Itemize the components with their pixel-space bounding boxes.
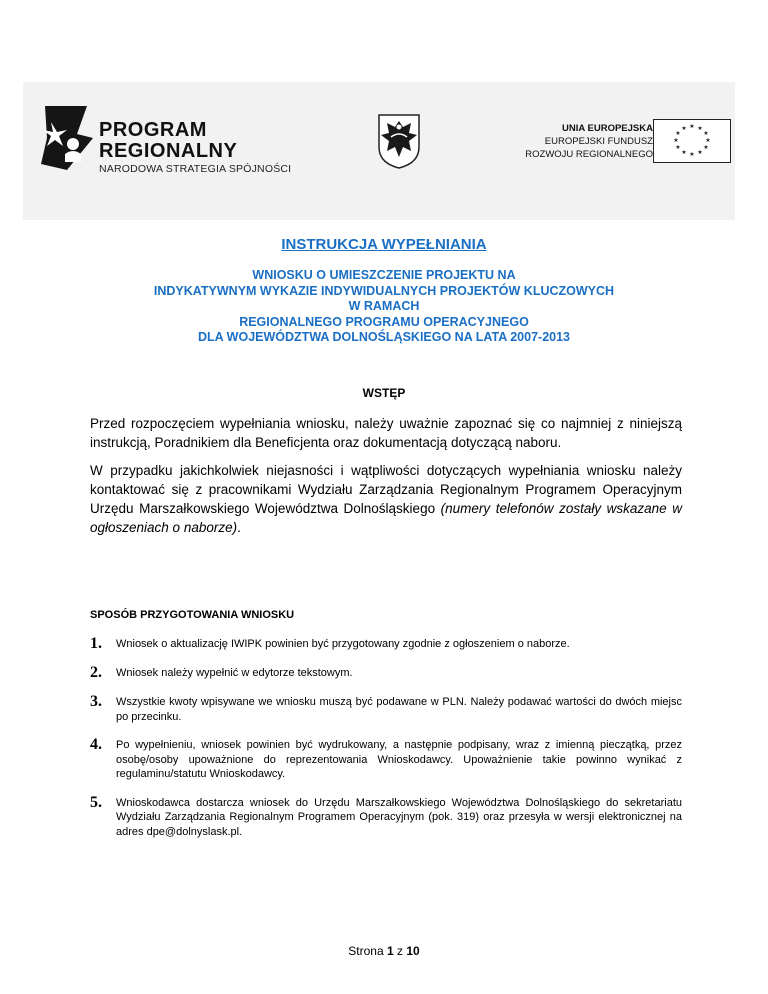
eu-union-label: UNIA EUROPEJSKA xyxy=(562,123,653,134)
subtitle-line: REGIONALNEGO PROGRAMU OPERACYJNEGO xyxy=(239,314,529,329)
subtitle-line: INDYKATYWNYM WYKAZIE INDYWIDUALNYCH PROJEKTÓW KLUCZOWYCH xyxy=(153,283,615,298)
contact-note: (numery telefonów zostały wskazane w ogłoszeniach o naborze) xyxy=(90,501,682,535)
item-number: 1. xyxy=(90,635,102,652)
svg-text:★: ★ xyxy=(689,151,695,158)
svg-text:★: ★ xyxy=(705,137,711,144)
eu-regional-line: ROZWOJU REGIONALNEGO xyxy=(525,149,653,160)
item-number: 4. xyxy=(90,736,102,753)
item-text: Wnioskodawca dostarcza wniosek do Urzędu Marszałkowskiego Województwa Dolnośląskiego do sekretariatu Wydziału Zarządzania Regionalnym Programem Operacyjnym (pok. 319) oraz przesyła w wersji elektronicznej na adres dpe@dolnyslask.pl. xyxy=(116,796,682,838)
program-word: PROGRAM xyxy=(99,119,207,141)
document-title: INSTRUKCJA WYPEŁNIANIA xyxy=(281,236,487,253)
item-number: 2. xyxy=(90,664,102,681)
list-item xyxy=(90,636,682,652)
contact-period: . xyxy=(237,520,241,535)
page-number: 1 xyxy=(386,944,394,958)
document-subtitle xyxy=(0,268,768,346)
page-of: z xyxy=(397,944,404,958)
svg-text:★: ★ xyxy=(675,144,681,151)
page-total: 10 xyxy=(406,944,420,958)
eu-fund-line: EUROPEJSKI FUNDUSZ xyxy=(544,136,653,147)
svg-text:★: ★ xyxy=(675,130,681,137)
item-text: Po wypełnieniu, wniosek powinien być wydrukowany, a następnie podpisany, wraz z imienną pieczątką, przez osobę/osoby upoważnione do reprezentowania Wnioskodawcy. Upoważnienie takie powinno wynikać z regulaminu/statutu Wnioskodawcy. xyxy=(116,739,682,780)
item-number: 3. xyxy=(90,693,102,710)
list-item xyxy=(90,795,682,840)
svg-text:★: ★ xyxy=(703,144,709,151)
intro-paragraph: Przed rozpoczęciem wypełniania wniosku, należy uważnie zapoznać się co najmniej z niniejszą instrukcją, Poradnikiem dla Beneficjenta oraz dokumentacją dotyczącą naboru. xyxy=(90,416,682,450)
subtitle-line: WNIOSKU O UMIESZCZENIE PROJEKTU NA xyxy=(252,268,516,282)
svg-text:★: ★ xyxy=(697,149,703,156)
program-regionalny-logo xyxy=(37,104,95,172)
item-text: Wniosek o aktualizację IWIPK powinien być przygotowany zgodnie z ogłoszeniem o naborze. xyxy=(116,638,570,650)
eu-fund-label xyxy=(525,122,653,161)
list-item xyxy=(90,694,682,724)
svg-text:★: ★ xyxy=(673,137,679,144)
strategy-subtitle: NARODOWA STRATEGIA SPÓJNOŚCI xyxy=(99,163,292,175)
page-footer xyxy=(0,944,768,958)
lower-silesia-eagle-crest-icon xyxy=(377,113,421,169)
svg-text:★: ★ xyxy=(689,123,695,130)
item-number: 5. xyxy=(90,793,102,811)
svg-text:★: ★ xyxy=(697,125,703,132)
instruction-list xyxy=(90,636,682,852)
svg-text:★: ★ xyxy=(681,125,687,132)
subtitle-line: W RAMACH xyxy=(348,299,420,313)
contact-text: W przypadku jakichkolwiek niejasności i wątpliwości dotyczących wypełniania wniosku należy kontaktować się z pracownikami Wydziału Zarządzania Regionalnym Programem Operacyjnym Urzędu Marszałkowskiego Województwa Dolnośląskiego xyxy=(90,463,682,516)
list-item xyxy=(90,665,682,681)
section-heading: SPOSÓB PRZYGOTOWANIA WNIOSKU xyxy=(90,609,295,621)
intro-heading: WSTĘP xyxy=(362,386,406,400)
page-label: Strona xyxy=(348,944,384,958)
item-text: Wniosek należy wypełnić w edytorze tekstowym. xyxy=(116,667,353,679)
item-text: Wszystkie kwoty wpisywane we wniosku muszą być podawane w PLN. Należy podawać wartości do dwóch miejsc po przecinku. xyxy=(116,696,682,723)
regionalny-word: REGIONALNY xyxy=(99,140,238,162)
svg-text:★: ★ xyxy=(681,149,687,156)
contact-paragraph xyxy=(90,461,682,537)
page-header xyxy=(23,82,735,220)
list-item xyxy=(90,737,682,782)
subtitle-line: DLA WOJEWÓDZTWA DOLNOŚLĄSKIEGO NA LATA 2007-2013 xyxy=(197,330,571,344)
eu-flag-icon xyxy=(653,119,731,163)
svg-text:★: ★ xyxy=(703,130,709,137)
